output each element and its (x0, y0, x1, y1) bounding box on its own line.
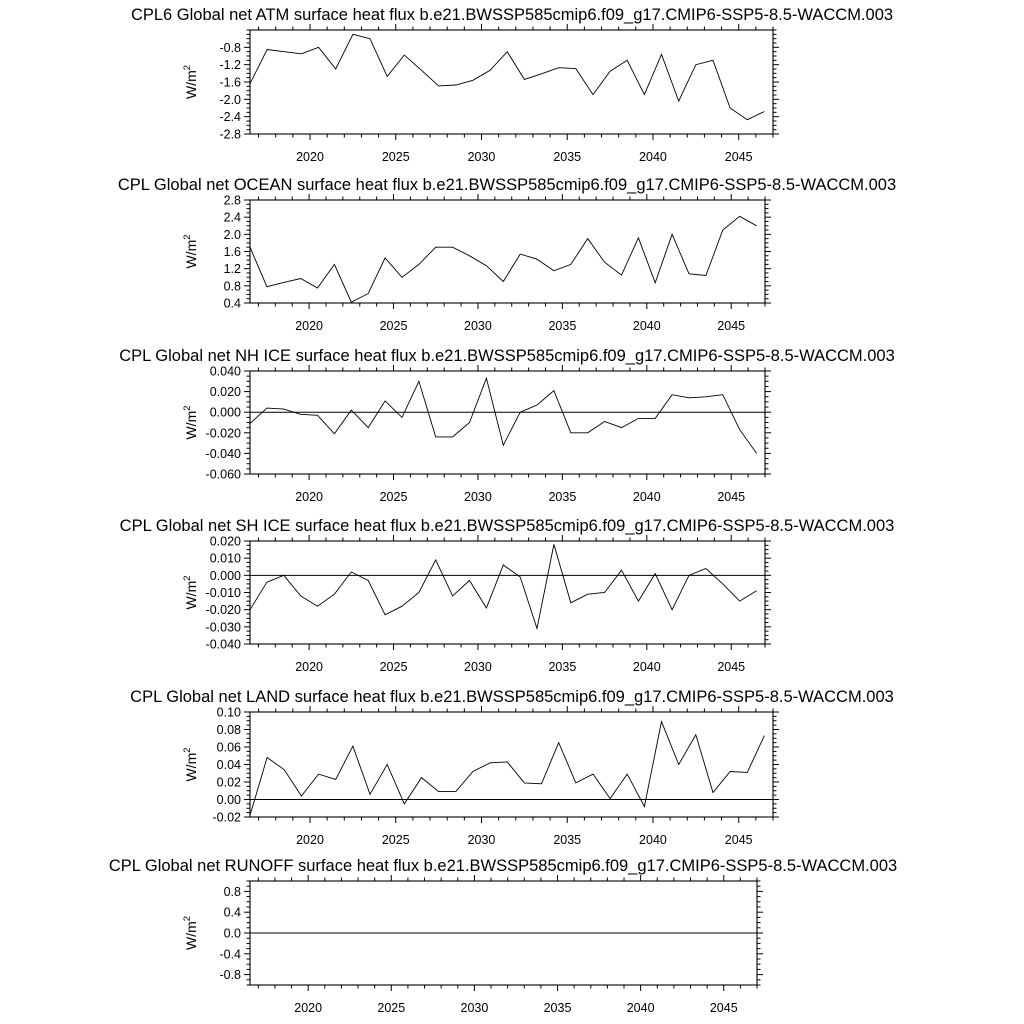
y-tick-label: 0.00 (216, 793, 241, 807)
y-tick-label: -2.8 (219, 127, 241, 142)
x-tick-label: 2020 (296, 833, 324, 847)
y-tick-label: 1.2 (223, 262, 241, 277)
y-tick-label: -0.02 (212, 810, 241, 825)
y-tick-label: -0.4 (219, 947, 241, 962)
y-tick-label: 0.000 (209, 568, 241, 583)
x-tick-label: 2030 (464, 319, 492, 333)
x-tick-label: 2020 (295, 319, 324, 333)
y-axis-label-exponent: 2 (182, 234, 193, 240)
x-tick-label: 2035 (548, 660, 577, 674)
y-tick-label: -0.010 (205, 586, 241, 600)
y-tick-label: 2.8 (223, 193, 241, 208)
x-tick-label: 2045 (717, 490, 746, 504)
y-tick-label: -0.040 (205, 637, 241, 652)
y-tick-label: 0.0 (223, 926, 241, 941)
y-axis-label-exponent: 2 (182, 747, 193, 753)
x-tick-label: 2025 (381, 833, 410, 847)
y-axis-label (182, 916, 199, 950)
y-tick-label: 0.020 (209, 385, 241, 400)
y-tick-label: -0.020 (205, 426, 241, 441)
chart-title: CPL Global net NH ICE surface heat flux b.e21.BWSSP585cmip6.f09_g17.CMIP6-SSP5-8.5-WACCM.003 (119, 347, 895, 365)
plot-frame (250, 712, 773, 817)
chart-panel-5 (130, 688, 894, 847)
chart-panel-4 (120, 517, 895, 674)
y-tick-label: 0.06 (216, 740, 241, 755)
x-tick-label: 2030 (464, 660, 492, 674)
y-tick-label: 2.4 (223, 210, 241, 225)
y-tick-label: -1.2 (219, 58, 241, 73)
y-axis-label-exponent: 2 (182, 575, 193, 581)
x-tick-label: 2040 (626, 1001, 655, 1015)
x-tick-label: 2035 (548, 319, 577, 333)
y-tick-label: -2.0 (219, 92, 241, 107)
x-tick-label: 2025 (379, 490, 408, 504)
y-axis-label-unit: W/m (183, 410, 199, 440)
plot-frame (250, 30, 773, 134)
x-tick-label: 2040 (632, 490, 661, 504)
x-tick-label: 2025 (379, 319, 408, 333)
y-axis-label (182, 234, 199, 268)
y-tick-label: 0.010 (209, 551, 241, 566)
y-tick-label: -0.060 (205, 467, 241, 482)
chart-panel-3 (119, 347, 895, 504)
y-tick-label: 0.04 (216, 758, 241, 772)
y-tick-label: 0.000 (209, 405, 241, 420)
y-tick-label: -0.030 (205, 620, 241, 635)
y-tick-label: 0.8 (223, 279, 241, 294)
chart-title: CPL Global net OCEAN surface heat flux b.e21.BWSSP585cmip6.f09_g17.CMIP6-SSP5-8.5-WACCM.003 (117, 176, 897, 194)
y-tick-label: -1.6 (219, 75, 241, 90)
x-tick-label: 2035 (548, 490, 577, 504)
chart-title: CPL Global net LAND surface heat flux b.e21.BWSSP585cmip6.f09_g17.CMIP6-SSP5-8.5-WACCM.003 (130, 688, 894, 706)
plot-frame (250, 200, 765, 303)
plot-frame (250, 371, 765, 474)
y-tick-label: -2.4 (219, 110, 241, 125)
x-tick-label: 2045 (709, 1001, 738, 1015)
series-line (250, 378, 757, 453)
y-tick-label: 0.10 (216, 705, 241, 720)
y-axis-label-exponent: 2 (182, 915, 193, 922)
y-axis-label-unit: W/m (183, 239, 199, 269)
series-line (250, 544, 757, 628)
x-tick-label: 2045 (717, 319, 746, 333)
x-tick-label: 2025 (377, 1001, 406, 1015)
x-tick-label: 2045 (717, 660, 746, 674)
x-tick-label: 2040 (632, 660, 661, 674)
chart-panel-1 (131, 6, 893, 164)
x-tick-label: 2025 (379, 660, 408, 674)
y-tick-label: 0.02 (216, 775, 241, 790)
x-tick-label: 2030 (460, 1001, 489, 1015)
y-tick-label: 0.4 (223, 296, 241, 311)
y-tick-label: -0.8 (219, 40, 241, 55)
x-tick-label: 2020 (294, 1001, 323, 1015)
y-axis-label-exponent: 2 (182, 405, 193, 411)
y-tick-label: -0.040 (205, 446, 241, 461)
x-tick-label: 2040 (639, 833, 667, 847)
x-tick-label: 2030 (467, 150, 496, 164)
y-axis-label-unit: W/m (183, 921, 199, 951)
series-line (250, 722, 764, 816)
x-tick-label: 2025 (381, 150, 410, 164)
x-tick-label: 2035 (553, 833, 582, 847)
y-axis-label-unit: W/m (183, 70, 199, 100)
chart-title: CPL6 Global net ATM surface heat flux b.e21.BWSSP585cmip6.f09_g17.CMIP6-SSP5-8.5-WACCM.003 (130, 6, 894, 24)
x-tick-label: 2030 (467, 833, 496, 847)
x-tick-label: 2045 (724, 833, 753, 847)
series-line (250, 216, 757, 302)
y-tick-label: 0.08 (216, 723, 241, 737)
y-axis-label (182, 405, 199, 439)
y-tick-label: 2.0 (223, 227, 241, 242)
plot-frame (250, 541, 765, 644)
chart-panel-2 (118, 176, 896, 333)
chart-panel-6 (109, 857, 897, 1015)
y-tick-label: 1.6 (223, 245, 241, 259)
y-axis-label-unit: W/m (183, 752, 199, 782)
y-tick-label: -0.020 (205, 603, 241, 618)
x-tick-label: 2035 (553, 150, 582, 164)
series-line (250, 34, 764, 119)
x-tick-label: 2045 (724, 150, 753, 164)
y-tick-label: 0.040 (209, 364, 241, 379)
x-tick-label: 2020 (295, 660, 324, 674)
y-axis-label-unit: W/m (183, 580, 199, 610)
y-tick-label: 0.8 (223, 884, 241, 899)
y-axis-label-exponent: 2 (182, 64, 193, 71)
chart-title: CPL Global net SH ICE surface heat flux b.e21.BWSSP585cmip6.f09_g17.CMIP6-SSP5-8.5-WACCM.003 (119, 517, 895, 535)
x-tick-label: 2040 (632, 319, 661, 333)
y-tick-label: -0.8 (219, 968, 241, 983)
x-tick-label: 2030 (464, 490, 492, 504)
y-axis-label (182, 747, 199, 781)
chart-title: CPL Global net RUNOFF surface heat flux b.e21.BWSSP585cmip6.f09_g17.CMIP6-SSP5-8.5-WACCM.003 (108, 857, 898, 875)
x-tick-label: 2020 (296, 150, 324, 164)
y-tick-label: 0.020 (209, 534, 241, 549)
x-tick-label: 2035 (543, 1001, 572, 1015)
x-tick-label: 2040 (639, 150, 667, 164)
y-axis-label (182, 65, 199, 99)
y-axis-label (182, 575, 199, 609)
x-tick-label: 2020 (295, 490, 324, 504)
y-tick-label: 0.4 (223, 905, 241, 920)
